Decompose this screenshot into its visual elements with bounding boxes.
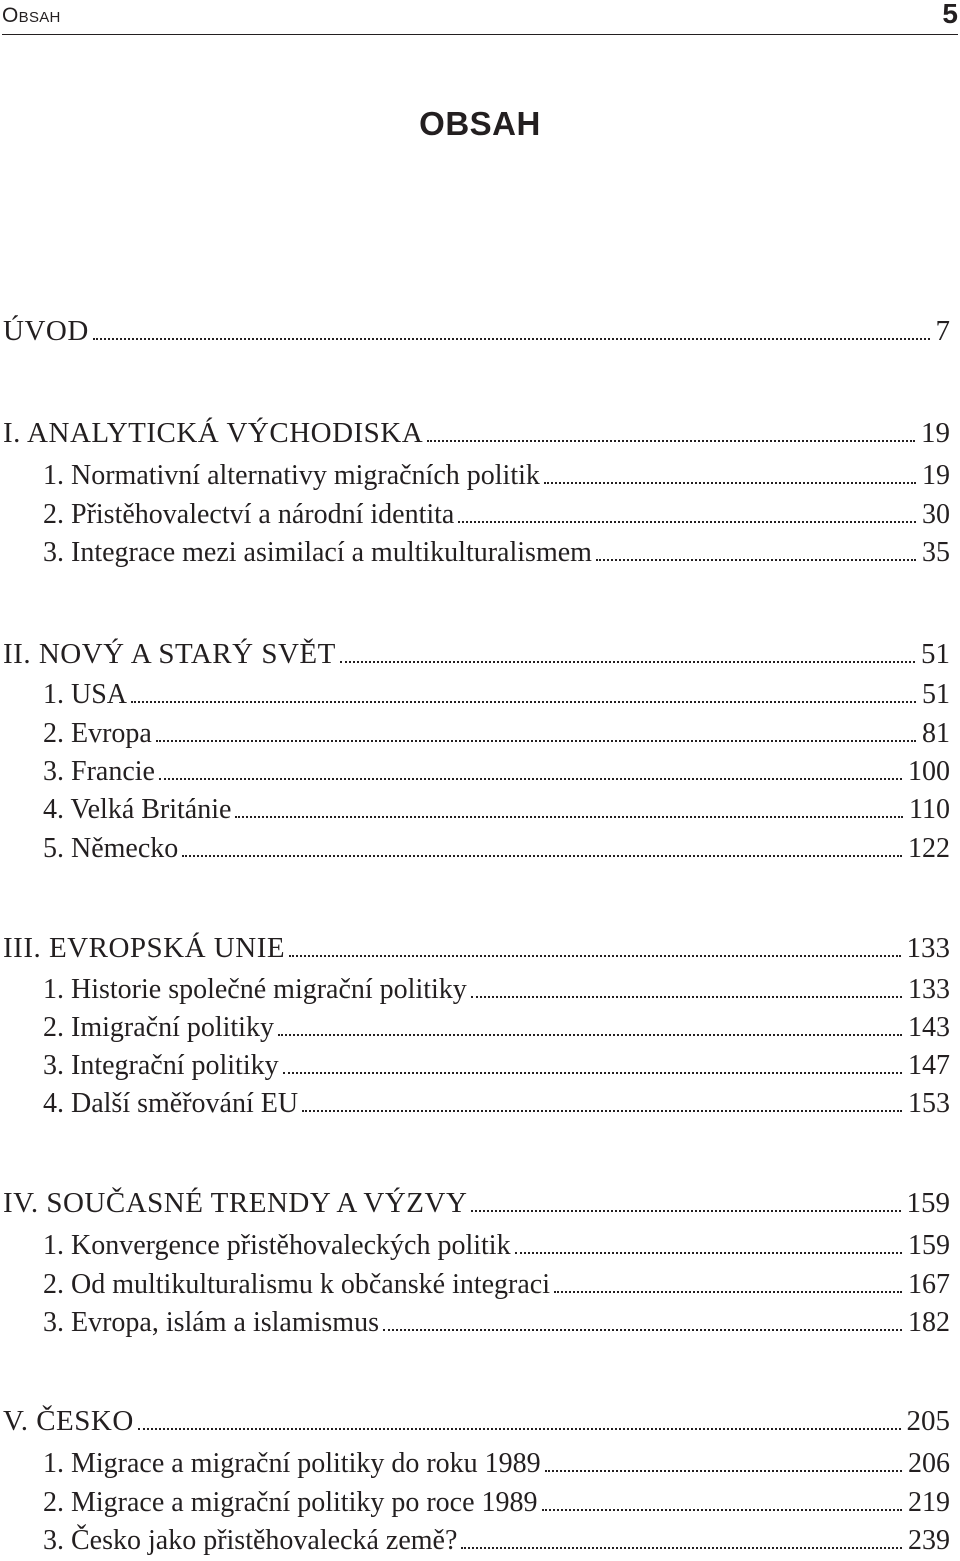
toc-entry-page: 153 [908, 1088, 950, 1119]
toc-entry-label: 2. Imigrační politiky [43, 1012, 274, 1043]
toc-entry-page: 7 [935, 315, 950, 347]
toc-entry-page: 19 [921, 417, 950, 449]
toc-entry [43, 1084, 950, 1124]
toc-entry [43, 1265, 950, 1305]
toc-entry-page: 143 [908, 1012, 950, 1043]
toc-entry-label: 4. Další směřování EU [43, 1088, 299, 1119]
toc-entry-label: 5. Německo [43, 833, 179, 864]
toc-entry-page: 133 [908, 974, 950, 1005]
page-title: OBSAH [419, 105, 541, 142]
toc-entry-page: 206 [908, 1448, 950, 1479]
toc-entry-page: 133 [906, 932, 950, 964]
toc-entry [43, 1483, 950, 1523]
dot-leader [340, 661, 915, 663]
toc-entry-page: 205 [906, 1405, 950, 1437]
toc-entry [3, 413, 950, 453]
toc-entry [43, 495, 950, 535]
toc-entry [43, 1046, 950, 1086]
toc-entry-label: 4. Velká Británie [43, 794, 232, 825]
toc-entry [43, 790, 950, 830]
toc-entry-label: 3. Česko jako přistěhovalecká země? [43, 1525, 458, 1556]
dot-leader [235, 816, 903, 818]
toc-entry-label: 2. Migrace a migrační politiky po roce 1989 [43, 1487, 538, 1518]
toc-entry-label: 3. Evropa, islám a islamismus [43, 1307, 379, 1338]
toc-entry-page: 30 [922, 499, 950, 530]
dot-leader [278, 1034, 902, 1036]
toc-entry-label: 1. Normativní alternativy migračních politik [43, 460, 540, 491]
toc-entry-page: 81 [922, 718, 950, 749]
dot-leader [383, 1329, 902, 1331]
toc-entry-label: IV. SOUČASNÉ TRENDY A VÝZVY [3, 1187, 468, 1219]
toc-entry-page: 167 [908, 1269, 950, 1300]
toc-entry-page: 159 [906, 1187, 950, 1219]
page-number: 5 [942, 0, 958, 29]
toc-entry [3, 1183, 950, 1223]
dot-leader [471, 996, 902, 998]
dot-leader [131, 701, 916, 703]
running-title: Obsah [2, 4, 61, 27]
toc-entry-label: 1. USA [43, 679, 128, 710]
toc-entry-label: I. ANALYTICKÁ VÝCHODISKA [3, 417, 424, 449]
dot-leader [596, 559, 916, 561]
toc-entry [43, 1521, 950, 1561]
toc-entry [3, 634, 950, 674]
toc-entry-label: V. ČESKO [3, 1405, 134, 1437]
dot-leader [156, 740, 916, 742]
toc-entry-label: 3. Francie [43, 756, 155, 787]
dot-leader [289, 955, 900, 957]
toc-entry-label: 2. Evropa [43, 718, 152, 749]
dot-leader [554, 1291, 902, 1293]
toc-entry-page: 110 [909, 794, 950, 825]
toc-entry-page: 219 [908, 1487, 950, 1518]
toc-entry [43, 533, 950, 573]
dot-leader [458, 521, 916, 523]
toc-entry [43, 829, 950, 869]
toc-entry-page: 51 [921, 638, 950, 670]
toc-entry-page: 182 [908, 1307, 950, 1338]
toc-entry-label: II. NOVÝ A STARÝ SVĚT [3, 638, 336, 670]
toc-entry-label: 2. Od multikulturalismu k občanské integraci [43, 1269, 551, 1300]
toc-entry-page: 100 [908, 756, 950, 787]
toc-entry-page: 19 [922, 460, 950, 491]
toc-entry [43, 1226, 950, 1266]
toc-entry [43, 456, 950, 496]
toc-entry [3, 1401, 950, 1441]
toc-entry-label: 1. Konvergence přistěhovaleckých politik [43, 1230, 511, 1261]
dot-leader [283, 1072, 902, 1074]
toc-entry-label: 1. Historie společné migrační politiky [43, 974, 467, 1005]
toc-entry [3, 311, 950, 351]
toc-entry-label: 1. Migrace a migrační politiky do roku 1989 [43, 1448, 541, 1479]
toc-entry-label: 2. Přistěhovalectví a národní identita [43, 499, 455, 530]
toc-entry-label: III. EVROPSKÁ UNIE [3, 932, 286, 964]
dot-leader [461, 1547, 902, 1549]
toc-entry-page: 147 [908, 1050, 950, 1081]
toc-entry-page: 239 [908, 1525, 950, 1556]
dot-leader [138, 1428, 901, 1430]
dot-leader [182, 855, 902, 857]
toc-entry-page: 51 [922, 679, 950, 710]
dot-leader [471, 1210, 900, 1212]
dot-leader [545, 1470, 902, 1472]
toc-entry-page: 122 [908, 833, 950, 864]
toc-entry [43, 675, 950, 715]
toc-entry [43, 1008, 950, 1048]
dot-leader [159, 778, 902, 780]
toc-entry [43, 1303, 950, 1343]
toc-entry [3, 928, 950, 968]
dot-leader [93, 338, 930, 340]
dot-leader [542, 1509, 902, 1511]
dot-leader [427, 440, 915, 442]
toc-entry-label: ÚVOD [3, 315, 89, 347]
dot-leader [515, 1252, 902, 1254]
dot-leader [302, 1110, 902, 1112]
toc-entry [43, 714, 950, 754]
dot-leader [544, 482, 916, 484]
toc-entry-page: 35 [922, 537, 950, 568]
toc-entry-label: 3. Integrace mezi asimilací a multikulturalismem [43, 537, 592, 568]
toc-entry [43, 1444, 950, 1484]
toc-entry-page: 159 [908, 1230, 950, 1261]
toc-entry [43, 970, 950, 1010]
toc-entry-label: 3. Integrační politiky [43, 1050, 279, 1081]
toc-entry [43, 752, 950, 792]
